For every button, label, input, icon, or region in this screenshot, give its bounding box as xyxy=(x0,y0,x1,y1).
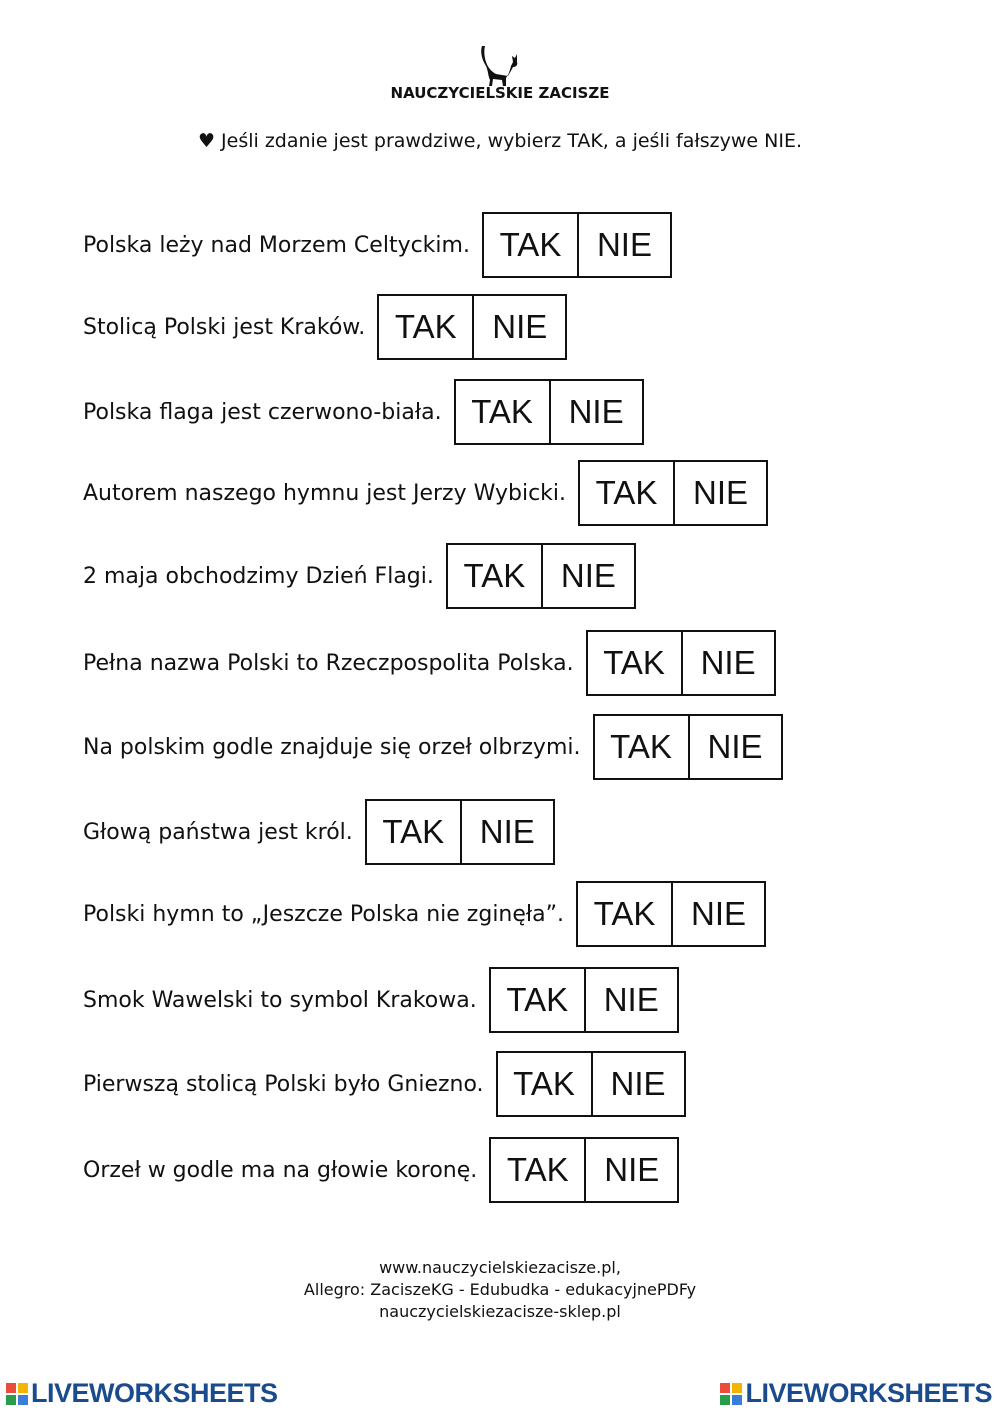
footer xyxy=(0,1257,1000,1323)
tak-button[interactable]: TAK xyxy=(593,895,656,932)
question-text: Polski hymn to „Jeszcze Polska nie zginęła”. xyxy=(83,901,565,927)
footer-shop: nauczycielskiezacisze-sklep.pl xyxy=(379,1302,621,1321)
question-text: Orzeł w godle ma na głowie koronę. xyxy=(83,1157,478,1183)
tak-button[interactable]: TAK xyxy=(513,1065,575,1102)
question-text: Na polskim godle znajduje się orzeł olbrzymi. xyxy=(83,734,581,760)
question-text: Smok Wawelski to symbol Krakowa. xyxy=(83,987,477,1013)
footer-allegro: Allegro: ZaciszeKG - Edubudka - edukacyjnePDFy xyxy=(303,1280,697,1299)
nie-button[interactable]: NIE xyxy=(584,969,677,1031)
question-text: Pełna nazwa Polski to Rzeczpospolita Polska. xyxy=(83,650,574,676)
footer-website: www.nauczycielskiezacisze.pl, xyxy=(379,1258,621,1277)
question-text: Pierwszą stolicą Polski było Gniezno. xyxy=(83,1071,484,1097)
nie-button[interactable]: NIE xyxy=(591,1053,684,1115)
nie-button[interactable]: NIE xyxy=(681,632,774,694)
question-row xyxy=(83,714,783,780)
answer-options xyxy=(578,460,768,526)
nie-button[interactable]: NIE xyxy=(549,381,642,443)
instruction xyxy=(0,130,1000,152)
question-text: Głową państwa jest król. xyxy=(83,819,353,845)
answer-options xyxy=(454,379,644,445)
brand-logo xyxy=(0,44,1000,102)
answer-options xyxy=(593,714,783,780)
liveworksheets-watermark xyxy=(720,1378,992,1409)
question-row xyxy=(83,460,768,526)
liveworksheets-text: LIVEWORKSHEETS xyxy=(745,1378,992,1408)
tak-button[interactable]: TAK xyxy=(506,981,569,1018)
answer-options xyxy=(496,1051,686,1117)
cat-icon xyxy=(476,44,524,88)
nie-button[interactable]: NIE xyxy=(673,462,766,524)
answer-options xyxy=(377,294,567,360)
answer-options xyxy=(446,543,636,609)
question-text: Polska flaga jest czerwono-biała. xyxy=(83,399,442,425)
question-text: Stolicą Polski jest Kraków. xyxy=(83,314,366,340)
tak-button[interactable]: TAK xyxy=(471,393,533,430)
liveworksheets-logo-icon xyxy=(6,1383,28,1405)
nie-button[interactable]: NIE xyxy=(460,801,553,863)
question-text: Polska leży nad Morzem Celtyckim. xyxy=(83,232,470,258)
nie-button[interactable]: NIE xyxy=(577,214,670,276)
question-row xyxy=(83,1137,679,1203)
answer-options xyxy=(365,799,555,865)
liveworksheets-logo-icon xyxy=(720,1383,742,1405)
question-row xyxy=(83,294,567,360)
answer-options xyxy=(586,630,776,696)
nie-button[interactable]: NIE xyxy=(541,545,634,607)
tak-button[interactable]: TAK xyxy=(499,226,562,263)
answer-options xyxy=(576,881,766,947)
question-row xyxy=(83,212,672,278)
question-row xyxy=(83,543,636,609)
tak-button[interactable]: TAK xyxy=(603,644,665,681)
tak-button[interactable]: TAK xyxy=(610,728,672,765)
brand-name: NAUCZYCIELSKIE ZACISZE xyxy=(390,84,610,102)
instruction-text: Jeśli zdanie jest prawdziwe, wybierz TAK, a jeśli fałszywe NIE. xyxy=(221,130,803,152)
nie-button[interactable]: NIE xyxy=(671,883,764,945)
question-row xyxy=(83,799,555,865)
question-row xyxy=(83,1051,686,1117)
question-row xyxy=(83,630,776,696)
liveworksheets-watermark xyxy=(6,1378,278,1409)
tak-button[interactable]: TAK xyxy=(506,1151,569,1188)
question-row xyxy=(83,967,679,1033)
tak-button[interactable]: TAK xyxy=(382,813,445,850)
tak-button[interactable]: TAK xyxy=(394,308,457,345)
liveworksheets-text: LIVEWORKSHEETS xyxy=(31,1378,278,1408)
tak-button[interactable]: TAK xyxy=(595,474,658,511)
answer-options xyxy=(482,212,672,278)
question-row xyxy=(83,881,766,947)
nie-button[interactable]: NIE xyxy=(472,296,565,358)
nie-button[interactable]: NIE xyxy=(584,1139,677,1201)
question-text: 2 maja obchodzimy Dzień Flagi. xyxy=(83,563,434,589)
tak-button[interactable]: TAK xyxy=(463,557,526,594)
question-text: Autorem naszego hymnu jest Jerzy Wybicki. xyxy=(83,480,567,506)
heart-icon: ♥ xyxy=(197,130,216,152)
question-row xyxy=(83,379,644,445)
answer-options xyxy=(489,1137,679,1203)
nie-button[interactable]: NIE xyxy=(688,716,781,778)
answer-options xyxy=(489,967,679,1033)
